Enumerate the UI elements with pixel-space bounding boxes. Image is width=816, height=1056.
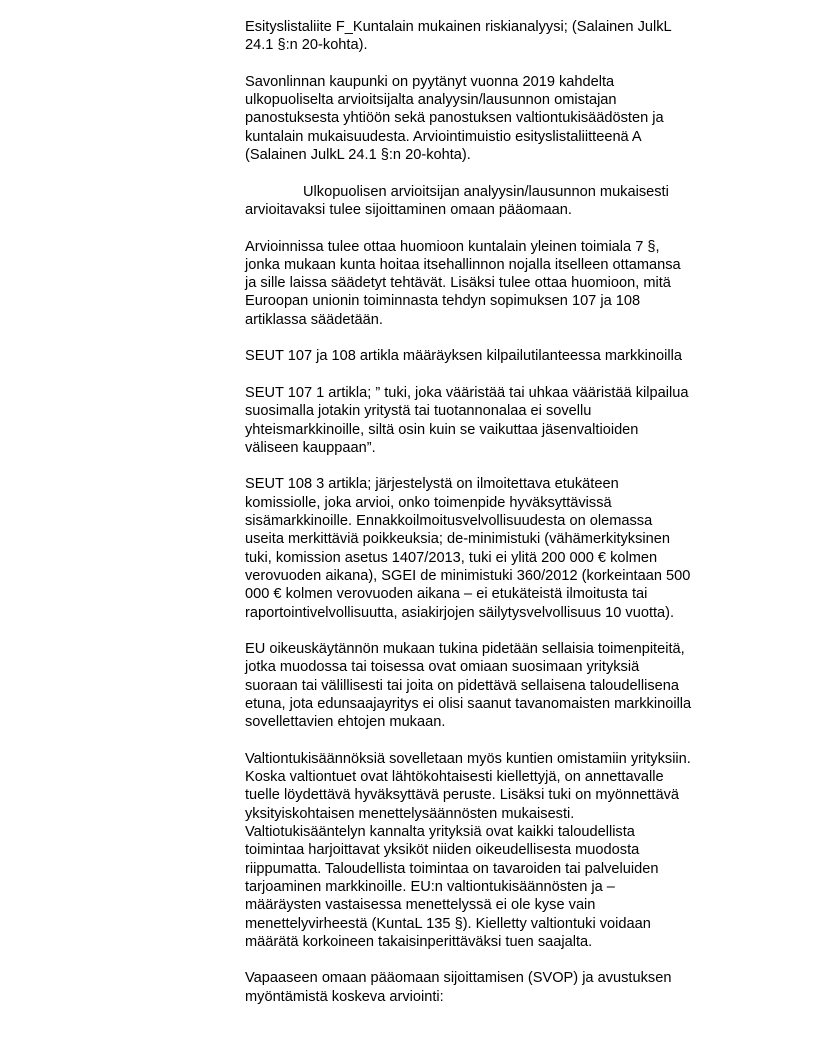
text-line: tarjoaminen markkinoille. EU:n valtiontukisäännösten ja –: [245, 878, 615, 895]
document-page: [245, 18, 765, 1024]
paragraph-tfeu-108: [245, 475, 765, 621]
text-line: EU oikeuskäytännön mukaan tukina pidetään sellaisia toimenpiteitä,: [245, 641, 685, 658]
paragraph-tfeu-107: [245, 384, 765, 457]
paragraph-svop-assessment: [245, 969, 765, 1006]
text-line: Valtiotukisääntelyn kannalta yrityksiä ovat kaikki taloudellista: [245, 824, 635, 841]
text-line: verovuoden aikana), SGEI de minimistuki 360/2012 (korkeintaan 500: [245, 567, 691, 584]
text-line: 000 € kolmen verovuoden aikana – ei etukäteistä ilmoitusta tai: [245, 586, 648, 603]
text-line: SEUT 107 ja 108 artikla määräyksen kilpailutilanteessa markkinoilla: [245, 348, 682, 365]
paragraph-eu-case-law: [245, 640, 765, 731]
paragraph-tfeu-heading: [245, 347, 765, 365]
text-line: sisämarkkinoille. Ennakkoilmoitusvelvollisuudesta on olemassa: [245, 513, 653, 530]
text-line: Arvioinnissa tulee ottaa huomioon kuntalain yleinen toimiala 7 §,: [245, 238, 660, 255]
text-line: SEUT 108 3 artikla; järjestelystä on ilmoitettava etukäteen: [245, 476, 619, 493]
paragraph-municipal-act: [245, 238, 765, 329]
text-line: artiklassa säädetään.: [245, 311, 383, 328]
text-line: yksityiskohtaisen menettelysäännösten mukaisesti.: [245, 805, 575, 822]
text-line: Vapaaseen omaan pääomaan sijoittamisen (SVOP) ja avustuksen: [245, 970, 672, 987]
text-line: ulkopuoliselta arvioitsijalta analyysin/lausunnon omistajan: [245, 92, 617, 109]
text-line: 24.1 §:n 20-kohta).: [245, 37, 368, 54]
text-line: panostuksesta yhtiöön sekä panostuksen valtiontukisäädösten ja: [245, 110, 664, 127]
text-line: useita merkittäviä poikkeuksia; de-minimistuki (vähämerkityksinen: [245, 531, 670, 548]
text-line: tuki, komission asetus 1407/2013, tuki ei ylitä 200 000 € kolmen: [245, 549, 658, 566]
text-line: kuntalain mukaisuudesta. Arviointimuistio esityslistaliitteenä A: [245, 128, 642, 145]
text-line: sovellettavien ehtojen mukaan.: [245, 714, 446, 731]
text-line: määräysten vastaisessa menettelyssä ei ole kyse vain: [245, 897, 596, 914]
text-line: tuelle löydettävä hyväksyttävä peruste. Lisäksi tuki on myönnettävä: [245, 787, 679, 804]
text-line: Esityslistaliite F_Kuntalain mukainen riskianalyysi; (Salainen JulkL: [245, 19, 672, 35]
text-line: SEUT 107 1 artikla; ” tuki, joka vääristää tai uhkaa vääristää kilpailua: [245, 384, 689, 401]
paragraph-appendix-f: [245, 18, 765, 55]
text-line: määrätä korkoineen takaisinperittäväksi tuen saajalta.: [245, 933, 593, 950]
text-line: raportointivelvollisuutta, asiakirjojen säilytysvelvollisuus 10 vuotta).: [245, 604, 675, 621]
text-line: yhteismarkkinoille, siltä osin kuin se vaikuttaa jäsenvaltioiden: [245, 421, 639, 438]
paragraph-state-aid-rules: [245, 750, 765, 951]
text-line: menettelyvirheestä (KuntaL 135 §). Kielletty valtiontuki voidaan: [245, 915, 651, 932]
text-line: suoraan tai välillisesti tai joita on pidettävä sellaisena taloudellisena: [245, 677, 680, 694]
text-line: arvioitavaksi tulee sijoittaminen omaan pääomaan.: [245, 201, 572, 218]
text-line: Euroopan unionin toiminnasta tehdyn sopimuksen 107 ja 108: [245, 293, 641, 310]
text-line: Valtiontukisäännöksiä sovelletaan myös kuntien omistamiin yrityksiin.: [245, 750, 691, 767]
text-line: ja sille laissa säädetyt tehtävät. Lisäksi tulee ottaa huomioon, mitä: [245, 275, 671, 292]
text-line: komissiolle, joka arvioi, onko toimenpide hyväksyttävissä: [245, 494, 612, 511]
text-line: jotka muodossa tai toisessa ovat omiaan suosimaan yrityksiä: [245, 659, 640, 676]
text-line: Koska valtiontuet ovat lähtökohtaisesti kiellettyjä, on annettavalle: [245, 769, 664, 786]
text-line: riippumatta. Taloudellista toimintaa on tavaroiden tai palveluiden: [245, 860, 659, 877]
paragraph-equity-investment: [245, 183, 765, 220]
text-line: toimintaa harjoittavat yksiköt niiden oikeudellisesta muodosta: [245, 842, 640, 859]
paragraph-external-assessment: [245, 73, 765, 164]
text-line: myöntämistä koskeva arviointi:: [245, 988, 444, 1005]
text-line: Savonlinnan kaupunki on pyytänyt vuonna 2019 kahdelta: [245, 73, 615, 90]
text-line: etuna, jota edunsaajayritys ei olisi saanut tavanomaisten markkinoilla: [245, 695, 692, 712]
text-line: Ulkopuolisen arvioitsijan analyysin/lausunnon mukaisesti: [303, 183, 669, 200]
text-line: suosimalla jotakin yritystä tai tuotannonalaa ei sovellu: [245, 403, 592, 420]
text-line: (Salainen JulkL 24.1 §:n 20-kohta).: [245, 147, 471, 164]
text-line: jonka mukaan kunta hoitaa itsehallinnon nojalla itselleen ottamansa: [245, 256, 681, 273]
text-line: väliseen kauppaan”.: [245, 439, 376, 456]
